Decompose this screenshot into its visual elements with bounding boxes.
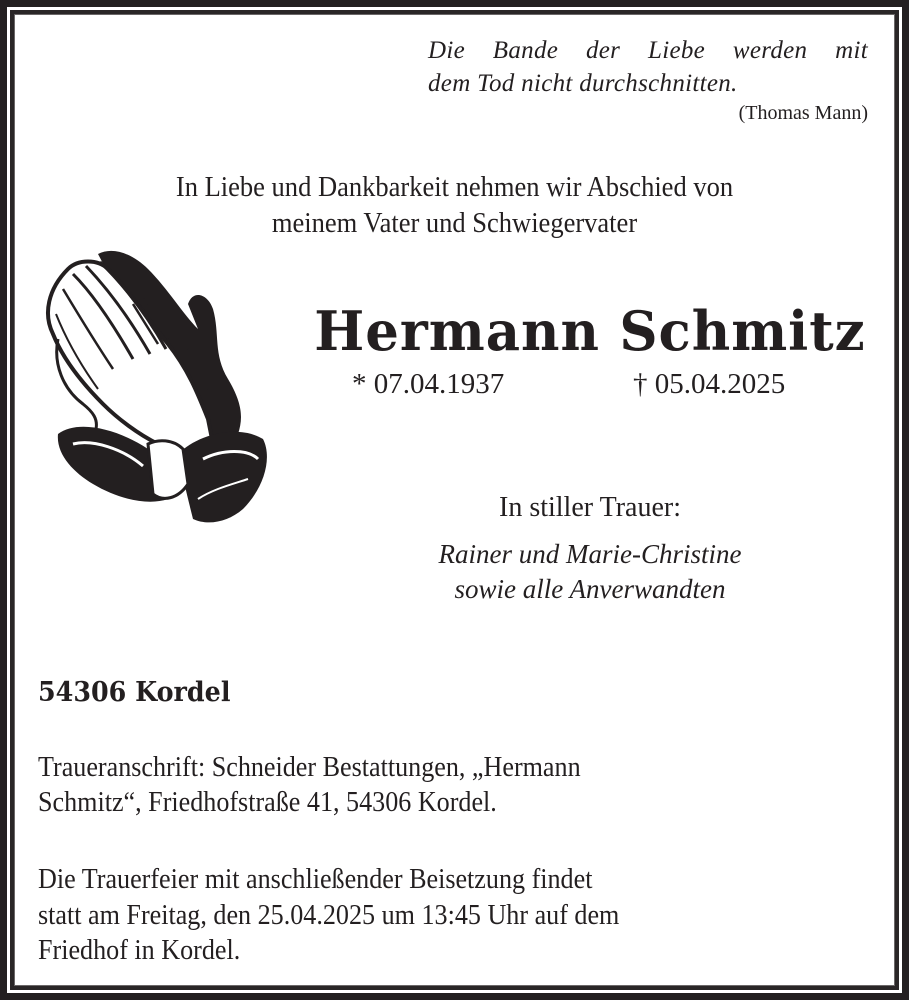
birth-date: * 07.04.1937 xyxy=(352,368,505,400)
epigraph-quote xyxy=(428,34,868,100)
ceremony-line-1: Die Trauerfeier mit anschließender Beisetzung findet xyxy=(38,863,593,895)
intro-text xyxy=(32,170,877,242)
quote-line-1: Die Bande der Liebe werden mit xyxy=(428,37,868,64)
place-heading: 54306 Kordel xyxy=(38,677,231,708)
ceremony-line-3: Friedhof in Kordel. xyxy=(38,934,241,966)
mourners-list xyxy=(360,537,820,607)
praying-hands-icon xyxy=(38,244,272,526)
intro-line-1: In Liebe und Dankbarkeit nehmen wir Abschied von xyxy=(175,172,734,203)
address-line-1: Traueranschrift: Schneider Bestattungen, „Hermann xyxy=(38,751,581,783)
death-date: † 05.04.2025 xyxy=(633,368,786,400)
intro-line-2: meinem Vater und Schwiegervater xyxy=(271,208,638,239)
mourning-label: In stiller Trauer: xyxy=(499,492,681,523)
mourning-address xyxy=(38,750,776,820)
quote-line-2: dem Tod nicht durchschnitten. xyxy=(428,70,738,97)
mourners-line-2: sowie alle Anverwandten xyxy=(454,574,726,604)
ceremony-details xyxy=(38,862,794,969)
ceremony-line-2: statt am Freitag, den 25.04.2025 um 13:45 Uhr auf dem xyxy=(38,898,620,931)
mourners-line-1: Rainer und Marie-Christine xyxy=(438,539,742,569)
quote-author: (Thomas Mann) xyxy=(738,102,868,124)
address-line-2: Schmitz“, Friedhofstraße 41, 54306 Kordel. xyxy=(38,786,497,818)
deceased-name: Hermann Schmitz xyxy=(314,299,866,363)
